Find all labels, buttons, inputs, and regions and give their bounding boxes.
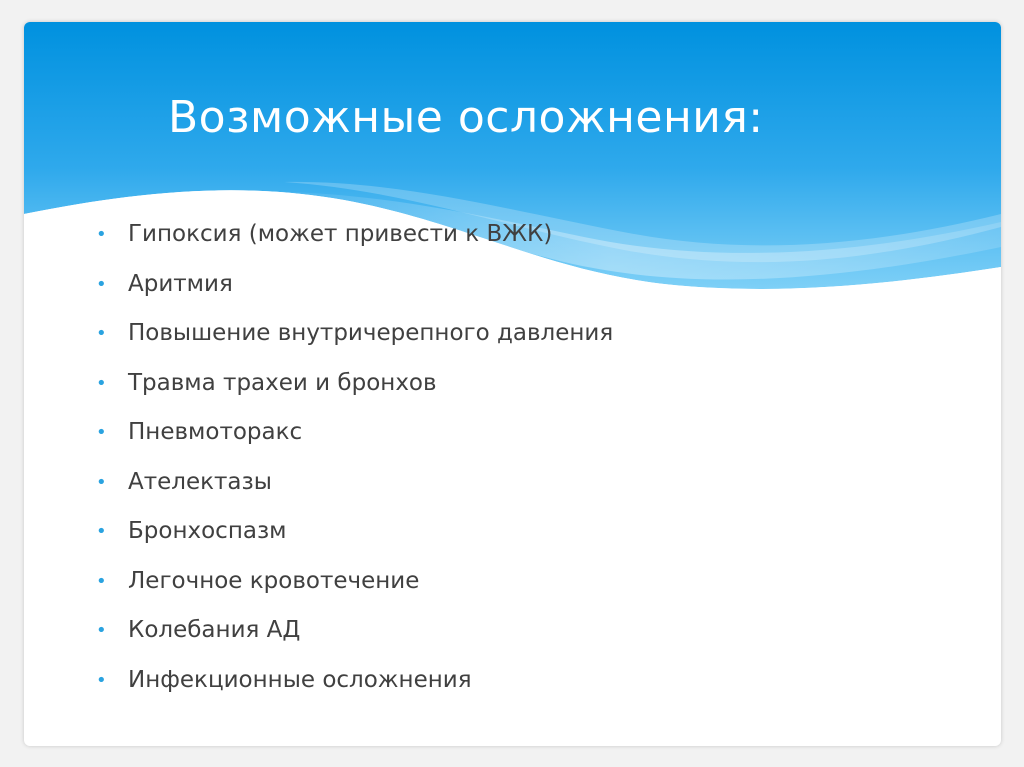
bullet-icon: • <box>96 323 107 344</box>
list-item-text: Повышение внутричерепного давления <box>128 320 614 346</box>
slide-title: Возможные осложнения: <box>168 92 764 143</box>
list-item-text: Гипоксия (может привести к ВЖК) <box>128 221 553 247</box>
list-item-text: Инфекционные осложнения <box>128 666 472 693</box>
bullet-icon: • <box>96 273 107 295</box>
bullet-icon: • <box>96 570 107 592</box>
list-item-text: Аритмия <box>128 270 233 297</box>
list-item-text: Легочное кровотечение <box>128 567 420 594</box>
bullet-icon: • <box>96 620 107 641</box>
bullet-icon: • <box>96 471 107 493</box>
bullet-icon: • <box>96 669 107 691</box>
list-item-text: Пневмоторакс <box>128 419 303 445</box>
slide <box>24 22 1001 746</box>
list-item-text: Ателектазы <box>128 468 272 495</box>
bullet-icon: • <box>96 521 107 542</box>
list-item-text: Колебания АД <box>128 617 301 643</box>
bullet-icon: • <box>96 224 107 245</box>
list-item-text: Бронхоспазм <box>128 518 287 544</box>
bullet-icon: • <box>96 422 107 443</box>
list-item-text: Травма трахеи и бронхов <box>128 369 437 396</box>
bullet-icon: • <box>96 372 107 394</box>
